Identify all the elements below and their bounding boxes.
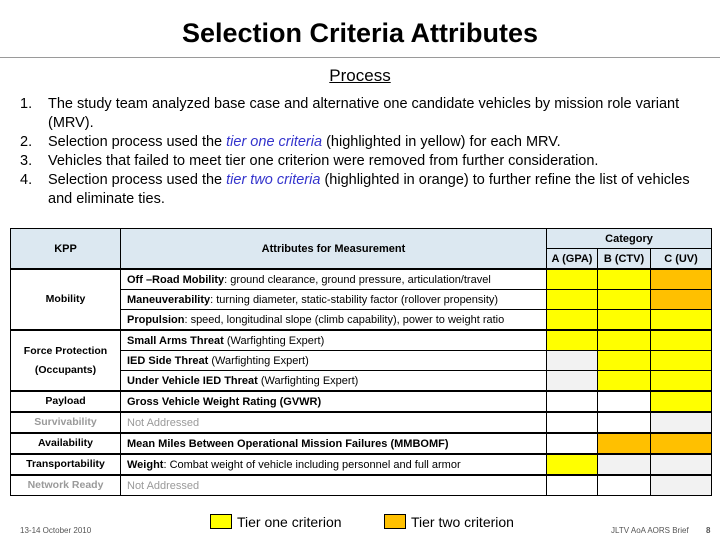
attribute-cell: Weight: Combat weight of vehicle including personnel and full armor xyxy=(121,454,547,475)
category-a-cell xyxy=(547,330,598,351)
step-text: Selection process used the xyxy=(48,172,227,188)
step-text: Vehicles that failed to meet tier one criterion were removed from further consideration. xyxy=(48,153,599,169)
category-a-header: A (GPA) xyxy=(547,249,598,270)
kpp-mobility: Mobility xyxy=(11,269,121,330)
tier-one-swatch xyxy=(210,514,232,529)
category-c-cell xyxy=(651,330,712,351)
attribute-cell: IED Side Threat (Warfighting Expert) xyxy=(121,351,547,371)
footer-brief-name: JLTV AoA AORS Brief xyxy=(611,526,689,535)
step-text: Selection process used the xyxy=(48,134,227,150)
step-text: The study team analyzed base case and alternative one candidate vehicles by mission role variant (MRV). xyxy=(48,96,680,131)
table-row xyxy=(11,412,712,433)
table-row xyxy=(11,433,712,454)
process-steps xyxy=(20,95,690,209)
category-b-cell xyxy=(598,269,651,290)
kpp-transportability: Transportability xyxy=(11,454,121,475)
category-b-cell xyxy=(598,371,651,392)
tier-one-criteria-term: tier one criteria xyxy=(226,134,323,150)
attribute-cell: Off –Road Mobility: ground clearance, ground pressure, articulation/travel xyxy=(121,269,547,290)
category-a-cell xyxy=(547,351,598,371)
category-b-cell xyxy=(598,433,651,454)
tier-two-legend-label: Tier two criterion xyxy=(411,514,514,530)
category-c-cell xyxy=(651,351,712,371)
category-b-cell xyxy=(598,290,651,310)
attributes-header: Attributes for Measurement xyxy=(121,229,547,270)
category-c-cell xyxy=(651,475,712,496)
category-a-cell xyxy=(547,475,598,496)
kpp-header: KPP xyxy=(11,229,121,270)
category-a-cell xyxy=(547,454,598,475)
category-c-cell xyxy=(651,269,712,290)
table-row xyxy=(11,269,712,290)
table-row xyxy=(11,454,712,475)
category-a-cell xyxy=(547,310,598,331)
page-number: 8 xyxy=(706,526,711,535)
category-c-cell xyxy=(651,433,712,454)
table-row xyxy=(11,330,712,351)
attribute-cell: Not Addressed xyxy=(121,412,547,433)
attribute-cell: Not Addressed xyxy=(121,475,547,496)
attribute-cell: Small Arms Threat (Warfighting Expert) xyxy=(121,330,547,351)
category-b-cell xyxy=(598,330,651,351)
category-c-cell xyxy=(651,391,712,412)
category-c-cell xyxy=(651,454,712,475)
category-c-cell xyxy=(651,290,712,310)
tier-one-legend-label: Tier one criterion xyxy=(237,514,342,530)
kpp-payload: Payload xyxy=(11,391,121,412)
step-text: (highlighted in yellow) for each MRV. xyxy=(322,134,561,150)
category-b-cell xyxy=(598,351,651,371)
tier-two-swatch xyxy=(384,514,406,529)
category-a-cell xyxy=(547,391,598,412)
title-divider xyxy=(0,57,720,58)
category-a-cell xyxy=(547,433,598,454)
step-text: (highlighted in orange) to further refine the list of vehicles and eliminate ties. xyxy=(48,172,690,207)
category-b-cell xyxy=(598,475,651,496)
section-heading: Process xyxy=(329,66,391,85)
category-b-cell xyxy=(598,391,651,412)
table-row xyxy=(11,475,712,496)
attribute-cell: Mean Miles Between Operational Mission Failures (MMBOMF) xyxy=(121,433,547,454)
category-a-cell xyxy=(547,290,598,310)
attribute-cell: Maneuverability: turning diameter, static-stability factor (rollover propensity) xyxy=(121,290,547,310)
category-header: Category xyxy=(547,229,712,249)
category-a-cell xyxy=(547,371,598,392)
category-b-cell xyxy=(598,310,651,331)
criteria-table xyxy=(10,228,712,496)
footer-date: 13-14 October 2010 xyxy=(20,526,92,535)
category-a-cell xyxy=(547,269,598,290)
process-step xyxy=(20,152,690,171)
kpp-availability: Availability xyxy=(11,433,121,454)
category-c-cell xyxy=(651,310,712,331)
kpp-network-ready: Network Ready xyxy=(11,475,121,496)
step-number: 1. xyxy=(20,96,33,112)
category-c-cell xyxy=(651,412,712,433)
process-step xyxy=(20,95,690,133)
step-number: 3. xyxy=(20,153,33,169)
slide-title: Selection Criteria Attributes xyxy=(181,18,539,48)
kpp-force-protection: Force Protection (Occupants) xyxy=(11,330,121,391)
category-b-cell xyxy=(598,454,651,475)
attribute-cell: Gross Vehicle Weight Rating (GVWR) xyxy=(121,391,547,412)
category-b-cell xyxy=(598,412,651,433)
category-b-header: B (CTV) xyxy=(598,249,651,270)
process-step xyxy=(20,171,690,209)
process-step xyxy=(20,133,690,152)
step-number: 2. xyxy=(20,134,33,150)
category-a-cell xyxy=(547,412,598,433)
category-c-header: C (UV) xyxy=(651,249,712,270)
tier-two-criteria-term: tier two criteria xyxy=(226,172,321,188)
attribute-cell: Under Vehicle IED Threat (Warfighting Expert) xyxy=(121,371,547,392)
kpp-survivability: Survivability xyxy=(11,412,121,433)
step-number: 4. xyxy=(20,172,33,188)
attribute-cell: Propulsion: speed, longitudinal slope (climb capability), power to weight ratio xyxy=(121,310,547,331)
table-row xyxy=(11,391,712,412)
category-c-cell xyxy=(651,371,712,392)
